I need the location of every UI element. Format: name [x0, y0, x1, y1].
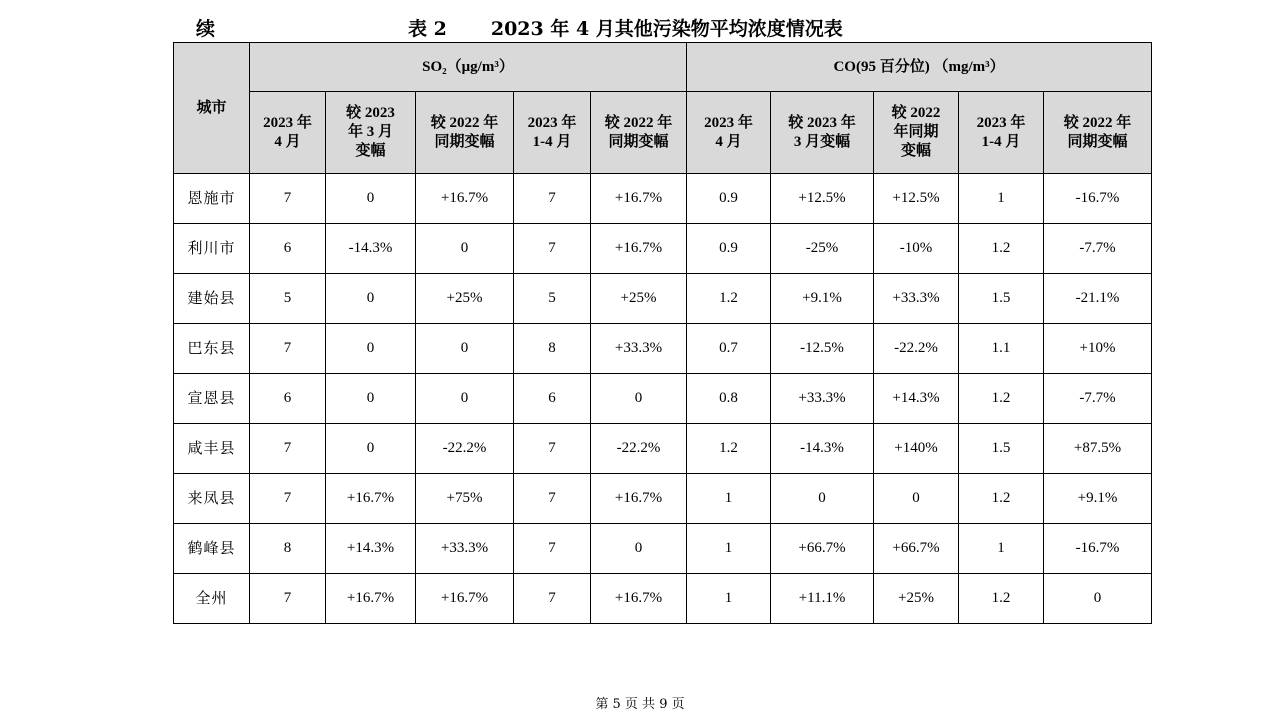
value-cell: +25%: [591, 274, 687, 324]
value-cell: +14.3%: [326, 524, 416, 574]
value-cell: -22.2%: [874, 324, 959, 374]
value-cell: 0: [416, 374, 514, 424]
value-cell: +33.3%: [416, 524, 514, 574]
co-group-header: CO(95 百分位) （mg/m³）: [687, 43, 1152, 92]
table-row: [174, 274, 1152, 324]
value-cell: +16.7%: [591, 474, 687, 524]
value-cell: -14.3%: [326, 224, 416, 274]
value-cell: +12.5%: [771, 174, 874, 224]
value-cell: 1.5: [959, 424, 1044, 474]
value-cell: 1.1: [959, 324, 1044, 374]
value-cell: 0: [1044, 574, 1152, 624]
value-cell: +33.3%: [591, 324, 687, 374]
header-row-subcolumns: [174, 92, 1152, 174]
value-cell: +12.5%: [874, 174, 959, 224]
value-cell: +25%: [874, 574, 959, 624]
subcolumn-header: 2023 年 4 月: [250, 92, 326, 174]
table-row: [174, 324, 1152, 374]
table-body: [174, 174, 1152, 624]
table-row: [174, 424, 1152, 474]
subcolumn-header: 较 2023 年 3 月变幅: [771, 92, 874, 174]
value-cell: 0: [326, 274, 416, 324]
value-cell: 7: [250, 474, 326, 524]
value-cell: 0: [326, 374, 416, 424]
value-cell: 1: [959, 524, 1044, 574]
value-cell: 1.2: [959, 474, 1044, 524]
subcolumn-header: 较 2022 年同期 变幅: [874, 92, 959, 174]
table-row: [174, 374, 1152, 424]
value-cell: +16.7%: [591, 224, 687, 274]
value-cell: 0: [326, 424, 416, 474]
value-cell: 5: [514, 274, 591, 324]
value-cell: -22.2%: [591, 424, 687, 474]
so2-group-header: SO₂（μg/m³）: [250, 43, 687, 92]
value-cell: +66.7%: [771, 524, 874, 574]
continued-label: 续: [196, 18, 216, 40]
value-cell: -7.7%: [1044, 224, 1152, 274]
value-cell: +10%: [1044, 324, 1152, 374]
value-cell: 0: [591, 374, 687, 424]
city-cell: 全州: [174, 574, 250, 624]
value-cell: -14.3%: [771, 424, 874, 474]
value-cell: -7.7%: [1044, 374, 1152, 424]
value-cell: +16.7%: [416, 174, 514, 224]
subcolumn-header: 2023 年 4 月: [687, 92, 771, 174]
value-cell: +75%: [416, 474, 514, 524]
value-cell: 0: [416, 224, 514, 274]
subcolumn-header: 较 2022 年 同期变幅: [416, 92, 514, 174]
table-row: [174, 574, 1152, 624]
value-cell: 7: [514, 424, 591, 474]
value-cell: 7: [250, 574, 326, 624]
value-cell: -22.2%: [416, 424, 514, 474]
value-cell: +9.1%: [1044, 474, 1152, 524]
value-cell: +33.3%: [771, 374, 874, 424]
value-cell: 1.2: [687, 274, 771, 324]
value-cell: +87.5%: [1044, 424, 1152, 474]
city-cell: 咸丰县: [174, 424, 250, 474]
city-cell: 恩施市: [174, 174, 250, 224]
value-cell: 7: [250, 424, 326, 474]
value-cell: 6: [250, 224, 326, 274]
city-cell: 宣恩县: [174, 374, 250, 424]
subcolumn-header: 较 2023 年 3 月 变幅: [326, 92, 416, 174]
city-cell: 建始县: [174, 274, 250, 324]
value-cell: 1: [687, 574, 771, 624]
table-row: [174, 474, 1152, 524]
subcolumn-header: 2023 年 1-4 月: [514, 92, 591, 174]
value-cell: 5: [250, 274, 326, 324]
value-cell: 0: [874, 474, 959, 524]
value-cell: 0.8: [687, 374, 771, 424]
page-number: 第 5 页 共 9 页: [595, 697, 685, 712]
value-cell: 1: [687, 524, 771, 574]
city-cell: 利川市: [174, 224, 250, 274]
value-cell: +9.1%: [771, 274, 874, 324]
table-row: [174, 224, 1152, 274]
city-cell: 来凤县: [174, 474, 250, 524]
table-row: [174, 524, 1152, 574]
value-cell: 0: [771, 474, 874, 524]
subcolumn-header: 2023 年 1-4 月: [959, 92, 1044, 174]
table-row: [174, 174, 1152, 224]
subcolumn-header: 较 2022 年 同期变幅: [1044, 92, 1152, 174]
value-cell: -16.7%: [1044, 174, 1152, 224]
value-cell: 7: [250, 174, 326, 224]
value-cell: -16.7%: [1044, 524, 1152, 574]
value-cell: 1: [959, 174, 1044, 224]
city-column-header: 城市: [174, 43, 250, 174]
value-cell: -12.5%: [771, 324, 874, 374]
value-cell: +25%: [416, 274, 514, 324]
value-cell: 1.2: [959, 574, 1044, 624]
value-cell: +16.7%: [591, 174, 687, 224]
value-cell: 8: [250, 524, 326, 574]
value-cell: +11.1%: [771, 574, 874, 624]
value-cell: +16.7%: [591, 574, 687, 624]
city-cell: 鹤峰县: [174, 524, 250, 574]
value-cell: 7: [514, 474, 591, 524]
value-cell: +16.7%: [326, 474, 416, 524]
value-cell: 7: [250, 324, 326, 374]
value-cell: 0: [326, 324, 416, 374]
value-cell: 0: [326, 174, 416, 224]
value-cell: 1: [687, 474, 771, 524]
value-cell: -10%: [874, 224, 959, 274]
value-cell: +16.7%: [416, 574, 514, 624]
value-cell: +16.7%: [326, 574, 416, 624]
value-cell: 0.7: [687, 324, 771, 374]
value-cell: 0: [591, 524, 687, 574]
value-cell: -21.1%: [1044, 274, 1152, 324]
value-cell: 0.9: [687, 174, 771, 224]
value-cell: 7: [514, 224, 591, 274]
city-cell: 巴东县: [174, 324, 250, 374]
value-cell: 1.2: [687, 424, 771, 474]
value-cell: 1.2: [959, 224, 1044, 274]
value-cell: 6: [250, 374, 326, 424]
value-cell: 1.5: [959, 274, 1044, 324]
value-cell: +33.3%: [874, 274, 959, 324]
header-row-groups: [174, 43, 1152, 92]
table-number: 表 2: [408, 18, 447, 40]
value-cell: 7: [514, 524, 591, 574]
table-title: [408, 14, 843, 41]
value-cell: +14.3%: [874, 374, 959, 424]
table-title-text: 2023 年 4 月其他污染物平均浓度情况表: [490, 18, 843, 40]
value-cell: 7: [514, 574, 591, 624]
subcolumn-header: 较 2022 年 同期变幅: [591, 92, 687, 174]
value-cell: 8: [514, 324, 591, 374]
value-cell: 0.9: [687, 224, 771, 274]
value-cell: 6: [514, 374, 591, 424]
value-cell: +66.7%: [874, 524, 959, 574]
value-cell: +140%: [874, 424, 959, 474]
value-cell: 0: [416, 324, 514, 374]
value-cell: -25%: [771, 224, 874, 274]
pollutant-table: [173, 42, 1152, 624]
value-cell: 7: [514, 174, 591, 224]
value-cell: 1.2: [959, 374, 1044, 424]
